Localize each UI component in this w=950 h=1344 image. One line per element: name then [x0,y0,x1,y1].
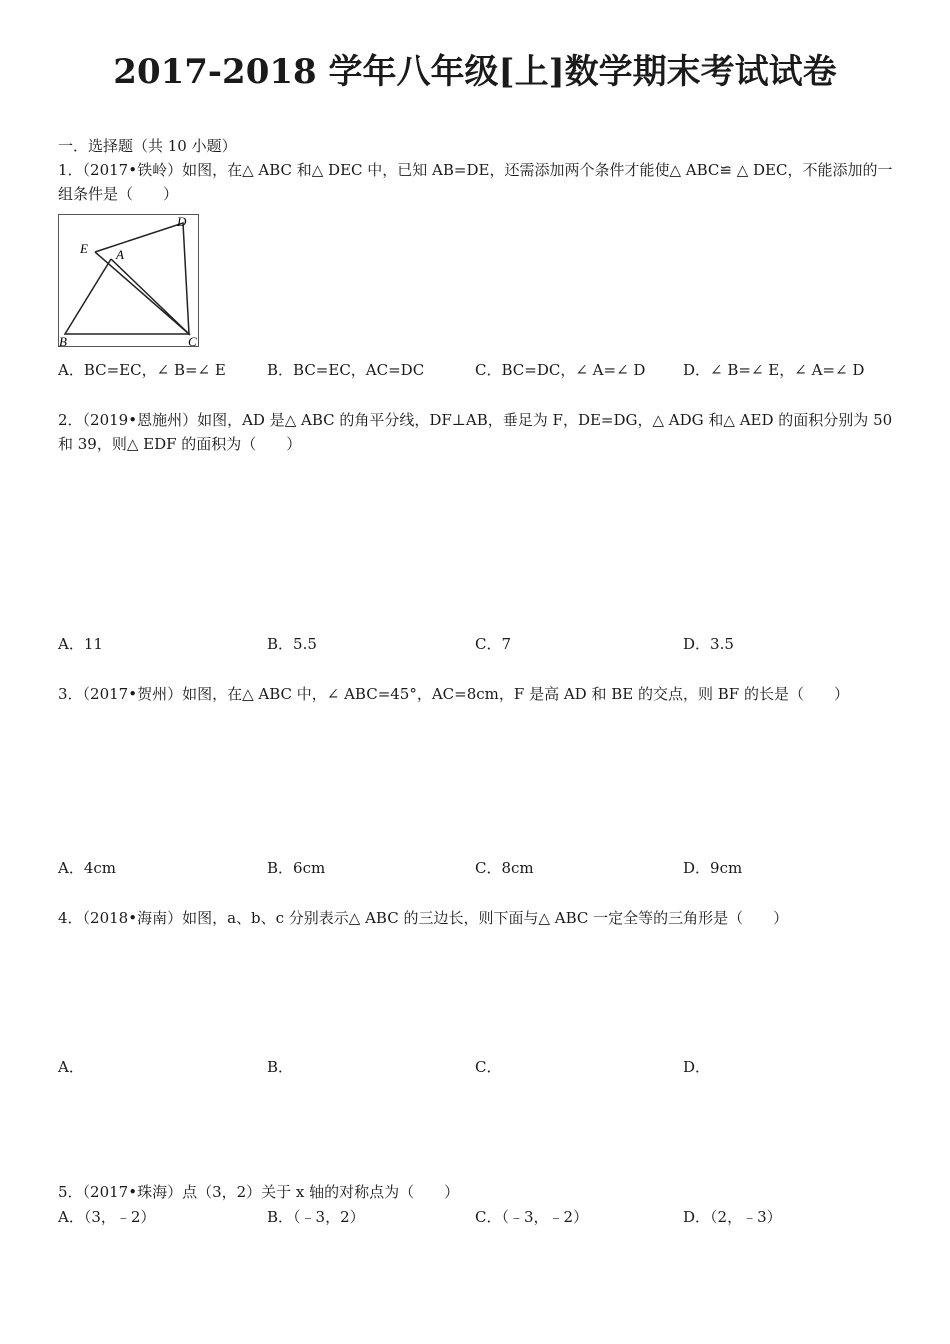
question-1-stem: 1．（2017•铁岭）如图，在△ ABC 和△ DEC 中，已知 AB=DE，还需添加两个条件才能使△ ABC≌ △ DEC，不能添加的一组条件是（ ） [58,161,893,203]
q2-option-a: A．11 [58,635,103,653]
q2-option-d: D．3.5 [683,635,734,653]
q2-option-b: B．5.5 [267,635,317,653]
q3-option-c: C．8cm [475,859,534,877]
q1-option-a: A．BC=EC，∠ B=∠ E [58,361,226,379]
q4-option-b: B． [267,1058,294,1076]
triangle-abc [65,259,189,334]
question-3-stem: 3．（2017•贺州）如图，在△ ABC 中，∠ ABC=45°，AC=8cm，F 是高 AD 和 BE 的交点，则 BF 的长是（ ） [58,685,849,703]
section-heading: 一．选择题（共 10 小题） [58,137,237,155]
label-a: A [116,247,124,262]
q3-option-a: A．4cm [58,859,117,877]
q4-option-d: D． [683,1058,711,1076]
exam-title: 2017-2018 学年八年级[上]数学期末考试试卷 [113,52,837,92]
question-1-figure [58,214,199,347]
label-d: D [177,214,187,229]
q1-option-c: C．BC=DC，∠ A=∠ D [475,361,646,379]
q1-option-d: D．∠ B=∠ E，∠ A=∠ D [683,361,865,379]
q4-option-a: A． [58,1058,84,1076]
question-5-stem: 5．（2017•珠海）点（3，2）关于 x 轴的对称点为（ ） [58,1183,460,1201]
label-c: C [188,334,197,347]
q3-option-b: B．6cm [267,859,326,877]
q5-option-d: D．（2，﹣3） [683,1208,782,1226]
q1-option-b: B．BC=EC，AC=DC [267,361,425,379]
triangle-dec [95,223,189,334]
label-b: B [59,334,67,347]
q2-option-c: C．7 [475,635,512,653]
question-2-stem: 2．（2019•恩施州）如图，AD 是△ ABC 的角平分线，DF⊥AB，垂足为 F，DE=DG，△ ADG 和△ AED 的面积分别为 50 和 39，则△ EDF 的面积为（ ） [58,411,893,453]
label-e: E [80,241,88,256]
q4-option-c: C． [475,1058,502,1076]
question-4-stem: 4．（2018•海南）如图，a、b、c 分别表示△ ABC 的三边长，则下面与△ ABC 一定全等的三角形是（ ） [58,909,789,927]
q3-option-d: D．9cm [683,859,743,877]
q5-option-a: A．（3，﹣2） [58,1208,156,1226]
q5-option-b: B．（﹣3，2） [267,1208,365,1226]
q5-option-c: C．（﹣3，﹣2） [475,1208,589,1226]
